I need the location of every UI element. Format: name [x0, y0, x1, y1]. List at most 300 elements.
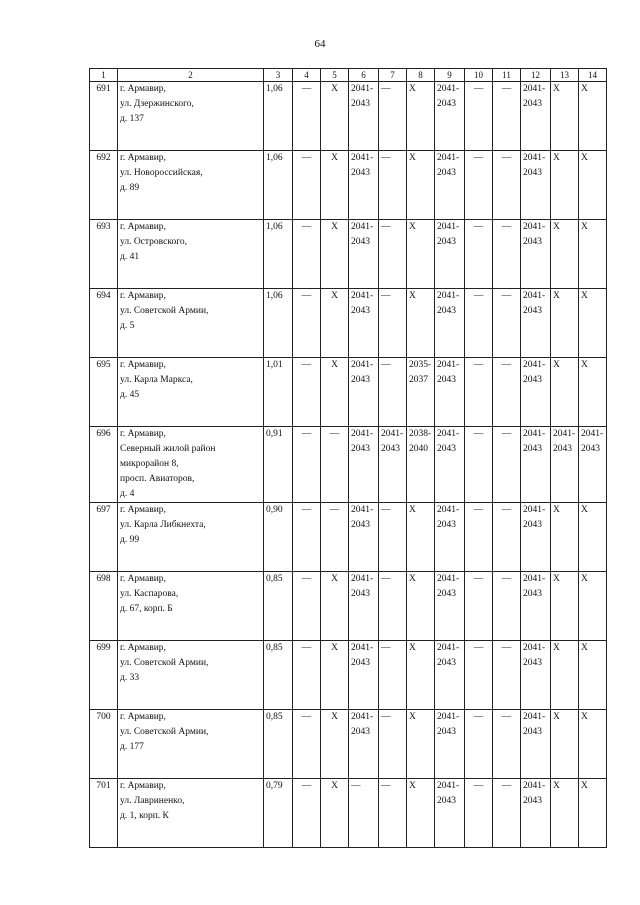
cell-col-4: — [293, 572, 321, 641]
address-cell [118, 289, 264, 358]
address-cell [118, 427, 264, 503]
column-header-3: 3 [264, 69, 293, 82]
cell-col-8 [407, 641, 435, 710]
address-line: ул. Карла Маркса, [120, 375, 193, 385]
cell-value-line: 2041- [351, 712, 374, 722]
cell-col-8 [407, 572, 435, 641]
cell-col-8 [407, 220, 435, 289]
cell-col-13 [551, 151, 579, 220]
cell-value-line: X [553, 574, 560, 584]
cell-col-9 [435, 710, 465, 779]
cell-value-line: 2043 [523, 796, 542, 806]
address-line: г. Армавир, [120, 84, 166, 94]
cell-value-line: 2041- [523, 222, 546, 232]
address-line: ул. Островского, [120, 237, 187, 247]
cell-value-line: X [553, 291, 560, 301]
cell-value-line: 2041- [351, 291, 374, 301]
cell-value-line: 2041- [523, 712, 546, 722]
cell-col-10: — [465, 220, 493, 289]
cell-col-6 [349, 572, 379, 641]
cell-col-7: — [379, 641, 407, 710]
cell-value-line: 2043 [351, 237, 370, 247]
address-line: д. 41 [120, 252, 140, 262]
column-header-13: 13 [551, 69, 579, 82]
cell-col-6 [349, 151, 379, 220]
cell-value-line: 2041- [523, 360, 546, 370]
address-line: г. Армавир, [120, 429, 166, 439]
address-line: г. Армавир, [120, 222, 166, 232]
cell-col-10: — [465, 779, 493, 848]
column-header-11: 11 [493, 69, 521, 82]
cell-col-3: 0,85 [264, 641, 293, 710]
cell-col-13 [551, 503, 579, 572]
cell-value-line: 2043 [523, 589, 542, 599]
cell-col-9 [435, 82, 465, 151]
address-line: ул. Дзержинского, [120, 99, 194, 109]
cell-col-8 [407, 427, 435, 503]
address-cell [118, 710, 264, 779]
cell-col-6 [349, 289, 379, 358]
cell-value-line: 2041- [523, 153, 546, 163]
cell-col-5: — [321, 427, 349, 503]
cell-value-line: X [409, 781, 416, 791]
cell-col-5: X [321, 289, 349, 358]
cell-value-line: X [409, 291, 416, 301]
cell-value-line: 2041- [351, 505, 374, 515]
cell-col-10: — [465, 710, 493, 779]
address-line: г. Армавир, [120, 643, 166, 653]
column-header-6: 6 [349, 69, 379, 82]
cell-col-6 [349, 641, 379, 710]
cell-col-12 [521, 641, 551, 710]
address-line: просп. Авиаторов, [120, 474, 195, 484]
cell-col-7: — [379, 503, 407, 572]
cell-value-line: 2041- [437, 505, 460, 515]
cell-col-9 [435, 289, 465, 358]
cell-value-line: 2043 [523, 168, 542, 178]
row-number-cell: 700 [90, 710, 118, 779]
cell-col-7: — [379, 358, 407, 427]
cell-value-line: 2041- [553, 429, 576, 439]
cell-value-line: 2041- [437, 574, 460, 584]
cell-col-12 [521, 572, 551, 641]
cell-value-line: 2043 [437, 375, 456, 385]
cell-col-11: — [493, 710, 521, 779]
address-line: д. 45 [120, 390, 140, 400]
cell-col-14 [579, 779, 607, 848]
row-number-cell: 693 [90, 220, 118, 289]
cell-col-8 [407, 151, 435, 220]
address-line: д. 67, корп. Б [120, 604, 173, 614]
cell-value-line: 2041- [351, 84, 374, 94]
cell-col-8 [407, 289, 435, 358]
cell-col-7: — [379, 82, 407, 151]
cell-col-4: — [293, 641, 321, 710]
cell-value-line: 2043 [437, 658, 456, 668]
cell-col-13 [551, 220, 579, 289]
cell-col-14 [579, 572, 607, 641]
cell-value-line: 2043 [351, 168, 370, 178]
column-header-5: 5 [321, 69, 349, 82]
cell-value-line: X [581, 781, 588, 791]
column-header-9: 9 [435, 69, 465, 82]
cell-col-8 [407, 82, 435, 151]
cell-col-14 [579, 427, 607, 503]
cell-col-6 [349, 710, 379, 779]
cell-col-9 [435, 220, 465, 289]
table-row [90, 503, 607, 572]
cell-col-3: 0,91 [264, 427, 293, 503]
table-row [90, 710, 607, 779]
cell-col-11: — [493, 289, 521, 358]
cell-value-line: 2041- [437, 222, 460, 232]
cell-value-line: 2041- [351, 153, 374, 163]
cell-value-line: X [409, 84, 416, 94]
cell-value-line: 2043 [523, 306, 542, 316]
cell-value-line: 2041- [581, 429, 604, 439]
table-row [90, 641, 607, 710]
address-line: д. 4 [120, 489, 135, 499]
cell-value-line: 2043 [437, 796, 456, 806]
address-line: г. Армавир, [120, 505, 166, 515]
cell-value-line: X [581, 505, 588, 515]
cell-col-7 [379, 427, 407, 503]
cell-col-11: — [493, 151, 521, 220]
cell-col-14 [579, 358, 607, 427]
cell-col-6 [349, 82, 379, 151]
cell-col-14 [579, 151, 607, 220]
address-line: Северный жилой район [120, 444, 216, 454]
cell-col-8 [407, 503, 435, 572]
cell-value-line: X [409, 712, 416, 722]
cell-value-line: 2043 [437, 444, 456, 454]
cell-value-line: 2041- [381, 429, 404, 439]
column-header-10: 10 [465, 69, 493, 82]
cell-value-line: 2043 [351, 99, 370, 109]
cell-value-line: 2041- [437, 153, 460, 163]
cell-col-5: X [321, 641, 349, 710]
column-header-14: 14 [579, 69, 607, 82]
cell-col-5: X [321, 779, 349, 848]
row-number-cell: 692 [90, 151, 118, 220]
cell-value-line: 2041- [351, 429, 374, 439]
address-line: ул. Каспарова, [120, 589, 179, 599]
column-header-1: 1 [90, 69, 118, 82]
table-row [90, 220, 607, 289]
row-number-cell: 699 [90, 641, 118, 710]
cell-value-line: 2043 [351, 444, 370, 454]
address-line: д. 137 [120, 114, 144, 124]
cell-value-line: 2041- [437, 712, 460, 722]
cell-col-11: — [493, 779, 521, 848]
cell-value-line: 2041- [523, 505, 546, 515]
cell-value-line: 2043 [351, 375, 370, 385]
cell-col-11: — [493, 358, 521, 427]
cell-col-13 [551, 641, 579, 710]
cell-col-12 [521, 427, 551, 503]
cell-value-line: X [581, 712, 588, 722]
cell-col-9 [435, 572, 465, 641]
cell-col-4: — [293, 220, 321, 289]
row-number-cell: 697 [90, 503, 118, 572]
cell-col-10: — [465, 641, 493, 710]
cell-col-12 [521, 710, 551, 779]
cell-value-line: 2043 [437, 237, 456, 247]
cell-col-13 [551, 289, 579, 358]
table-row [90, 779, 607, 848]
cell-col-14 [579, 82, 607, 151]
cell-value-line: 2043 [523, 375, 542, 385]
cell-value-line: X [409, 574, 416, 584]
address-line: ул. Советской Армии, [120, 658, 209, 668]
cell-col-13 [551, 427, 579, 503]
cell-value-line: X [581, 291, 588, 301]
cell-value-line: 2043 [553, 444, 572, 454]
cell-col-14 [579, 503, 607, 572]
cell-value-line: 2043 [437, 727, 456, 737]
column-header-4: 4 [293, 69, 321, 82]
cell-value-line: X [581, 84, 588, 94]
cell-col-7: — [379, 710, 407, 779]
cell-col-8 [407, 779, 435, 848]
cell-value-line: 2038- [409, 429, 432, 439]
cell-col-3: 1,06 [264, 289, 293, 358]
cell-col-6 [349, 427, 379, 503]
page-number: 64 [314, 38, 326, 50]
cell-value-line: 2041- [437, 84, 460, 94]
cell-col-5: X [321, 572, 349, 641]
cell-value-line: 2043 [437, 520, 456, 530]
address-line: ул. Советской Армии, [120, 727, 209, 737]
cell-value-line: 2043 [351, 727, 370, 737]
cell-col-4: — [293, 82, 321, 151]
cell-value-line: 2041- [351, 574, 374, 584]
address-cell [118, 503, 264, 572]
cell-col-9 [435, 151, 465, 220]
address-line: г. Армавир, [120, 574, 166, 584]
address-cell [118, 779, 264, 848]
cell-col-14 [579, 220, 607, 289]
cell-col-9 [435, 427, 465, 503]
column-header-12: 12 [521, 69, 551, 82]
cell-value-line: X [581, 643, 588, 653]
cell-col-13 [551, 779, 579, 848]
cell-value-line: 2041- [523, 84, 546, 94]
cell-col-3: 0,90 [264, 503, 293, 572]
cell-value-line: 2043 [437, 99, 456, 109]
address-line: ул. Лавриненко, [120, 796, 185, 806]
cell-value-line: X [553, 712, 560, 722]
cell-col-4: — [293, 710, 321, 779]
cell-value-line: 2037 [409, 375, 428, 385]
address-cell [118, 572, 264, 641]
table-row [90, 427, 607, 503]
address-line: г. Армавир, [120, 712, 166, 722]
cell-col-10: — [465, 289, 493, 358]
cell-col-10: — [465, 358, 493, 427]
registry-table-body [90, 69, 607, 848]
cell-value-line: X [581, 574, 588, 584]
address-line: д. 5 [120, 321, 135, 331]
cell-col-4: — [293, 289, 321, 358]
column-header-8: 8 [407, 69, 435, 82]
row-number-cell: 701 [90, 779, 118, 848]
table-row [90, 82, 607, 151]
cell-value-line: X [409, 153, 416, 163]
cell-col-13 [551, 82, 579, 151]
cell-value-line: 2043 [523, 520, 542, 530]
column-header-2: 2 [118, 69, 264, 82]
cell-col-6: — [349, 779, 379, 848]
cell-value-line: 2041- [437, 291, 460, 301]
cell-value-line: 2040 [409, 444, 428, 454]
cell-value-line: 2041- [523, 781, 546, 791]
table-row [90, 289, 607, 358]
cell-value-line: X [553, 643, 560, 653]
cell-col-3: 0,85 [264, 572, 293, 641]
cell-value-line: X [553, 505, 560, 515]
row-number-cell: 696 [90, 427, 118, 503]
cell-col-5: — [321, 503, 349, 572]
cell-value-line: 2041- [523, 429, 546, 439]
table-row [90, 358, 607, 427]
cell-col-3: 1,01 [264, 358, 293, 427]
row-number-cell: 698 [90, 572, 118, 641]
cell-col-12 [521, 289, 551, 358]
address-cell [118, 151, 264, 220]
address-line: д. 89 [120, 183, 140, 193]
cell-value-line: 2041- [523, 574, 546, 584]
cell-col-13 [551, 358, 579, 427]
cell-value-line: X [553, 84, 560, 94]
cell-value-line: 2041- [523, 291, 546, 301]
cell-col-4: — [293, 427, 321, 503]
column-header-row [90, 69, 607, 82]
cell-col-5: X [321, 710, 349, 779]
cell-value-line: X [409, 505, 416, 515]
cell-col-11: — [493, 427, 521, 503]
row-number-cell: 694 [90, 289, 118, 358]
cell-col-3: 0,85 [264, 710, 293, 779]
cell-value-line: 2041- [437, 360, 460, 370]
cell-col-7: — [379, 572, 407, 641]
cell-col-7: — [379, 289, 407, 358]
address-line: г. Армавир, [120, 781, 166, 791]
cell-col-14 [579, 710, 607, 779]
cell-col-3: 1,06 [264, 82, 293, 151]
cell-col-11: — [493, 641, 521, 710]
cell-value-line: X [581, 360, 588, 370]
cell-col-4: — [293, 779, 321, 848]
cell-col-13 [551, 710, 579, 779]
registry-table [89, 68, 607, 848]
column-header-7: 7 [379, 69, 407, 82]
table-row [90, 151, 607, 220]
cell-value-line: X [409, 222, 416, 232]
cell-col-3: 1,06 [264, 220, 293, 289]
cell-value-line: X [581, 153, 588, 163]
cell-value-line: 2043 [351, 589, 370, 599]
cell-col-4: — [293, 358, 321, 427]
cell-col-6 [349, 358, 379, 427]
cell-value-line: X [581, 222, 588, 232]
cell-col-3: 1,06 [264, 151, 293, 220]
cell-value-line: X [553, 781, 560, 791]
address-line: ул. Советской Армии, [120, 306, 209, 316]
address-line: г. Армавир, [120, 153, 166, 163]
address-line: г. Армавир, [120, 360, 166, 370]
address-line: г. Армавир, [120, 291, 166, 301]
table-row [90, 572, 607, 641]
cell-col-5: X [321, 220, 349, 289]
cell-value-line: 2043 [351, 658, 370, 668]
cell-col-12 [521, 151, 551, 220]
cell-value-line: X [553, 153, 560, 163]
cell-value-line: X [553, 360, 560, 370]
cell-value-line: 2043 [351, 306, 370, 316]
cell-col-9 [435, 779, 465, 848]
address-line: д. 1, корп. К [120, 811, 169, 821]
address-line: микрорайон 8, [120, 459, 179, 469]
cell-value-line: 2043 [581, 444, 600, 454]
cell-value-line: 2043 [523, 444, 542, 454]
cell-col-9 [435, 358, 465, 427]
address-cell [118, 358, 264, 427]
address-line: д. 99 [120, 535, 140, 545]
address-cell [118, 82, 264, 151]
cell-value-line: 2035- [409, 360, 432, 370]
cell-col-11: — [493, 572, 521, 641]
cell-value-line: 2043 [437, 589, 456, 599]
cell-col-11: — [493, 503, 521, 572]
cell-col-14 [579, 641, 607, 710]
cell-col-5: X [321, 358, 349, 427]
cell-col-7: — [379, 151, 407, 220]
cell-col-9 [435, 503, 465, 572]
address-line: д. 177 [120, 742, 144, 752]
address-cell [118, 641, 264, 710]
cell-col-5: X [321, 151, 349, 220]
cell-value-line: 2041- [523, 643, 546, 653]
cell-col-6 [349, 503, 379, 572]
cell-col-12 [521, 82, 551, 151]
address-line: ул. Карла Либкнехта, [120, 520, 206, 530]
address-line: ул. Новороссийская, [120, 168, 203, 178]
cell-col-12 [521, 220, 551, 289]
cell-col-5: X [321, 82, 349, 151]
cell-value-line: 2043 [523, 99, 542, 109]
cell-col-11: — [493, 220, 521, 289]
cell-col-7: — [379, 779, 407, 848]
cell-col-8 [407, 358, 435, 427]
cell-col-11: — [493, 82, 521, 151]
cell-value-line: X [553, 222, 560, 232]
cell-col-13 [551, 572, 579, 641]
cell-value-line: 2043 [351, 520, 370, 530]
cell-value-line: 2043 [523, 727, 542, 737]
cell-col-12 [521, 779, 551, 848]
cell-value-line: 2043 [437, 306, 456, 316]
cell-col-7: — [379, 220, 407, 289]
cell-value-line: 2043 [437, 168, 456, 178]
cell-col-10: — [465, 503, 493, 572]
row-number-cell: 695 [90, 358, 118, 427]
cell-value-line: 2041- [437, 781, 460, 791]
cell-value-line: 2041- [351, 360, 374, 370]
cell-col-12 [521, 503, 551, 572]
cell-value-line: 2041- [351, 643, 374, 653]
cell-col-10: — [465, 82, 493, 151]
